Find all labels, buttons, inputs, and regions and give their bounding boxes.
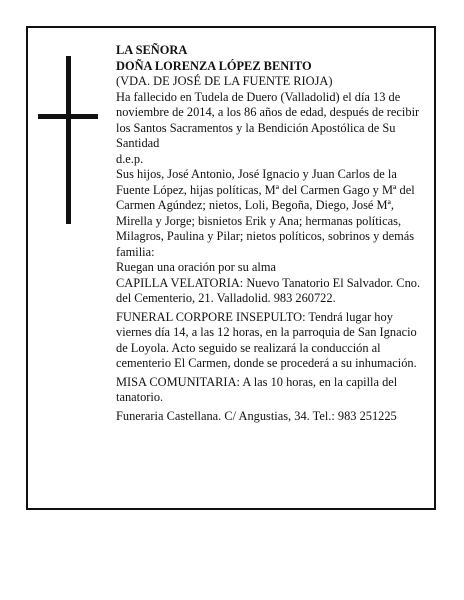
notice-text [116, 43, 422, 424]
heading-title: LA SEÑORA [116, 43, 188, 57]
funeral-info: FUNERAL CORPORE INSEPULTO: Tendrá lugar hoy viernes día 14, a las 12 horas, en la parroquia de San Ignacio de Loyola. Acto seguido se realizará la conducción al cementerio El Carmen, donde se procederá a su inhumación. [116, 309, 417, 370]
obituary-notice [26, 26, 436, 510]
widow-of: (VDA. DE JOSÉ DE LA FUENTE RIOJA) [116, 74, 333, 88]
chapel-info: CAPILLA VELATORIA: Nuevo Tanatorio El Salvador. Cno. del Cementerio, 21. Valladolid. 983 260722. [116, 275, 421, 305]
cross-vertical-bar [66, 56, 71, 224]
cross-horizontal-bar [38, 114, 98, 119]
cross-icon [38, 56, 98, 224]
prayer-request: Ruegan una oración por su alma [116, 260, 276, 274]
mass-info: MISA COMUNITARIA: A las 10 horas, en la capilla del tanatorio. [116, 374, 398, 404]
funeral-home-info: Funeraria Castellana. C/ Angustias, 34. Tel.: 983 251225 [116, 408, 397, 423]
dep-abbreviation: d.e.p. [116, 151, 144, 166]
death-announcement: Ha fallecido en Tudela de Duero (Valladolid) el día 13 de noviembre de 2014, a los 86 años de edad, después de recibir los Santos Sacramentos y la Bendición Apostólica de Su Santidad [116, 89, 420, 150]
deceased-name: DOÑA LORENZA LÓPEZ BENITO [116, 58, 312, 73]
family-list: Sus hijos, José Antonio, José Ignacio y Juan Carlos de la Fuente López, hijas políticas, Mª del Carmen Gago y Mª del Carmen Agúndez; nietos, Loli, Begoña, Diego, José Mª, Mirella y Jorge; bisnietos Erik y Ana; hermanas políticas, Milagros, Paulina y Pilar; nietos políticos, sobrinos y demás familia: [116, 167, 415, 259]
